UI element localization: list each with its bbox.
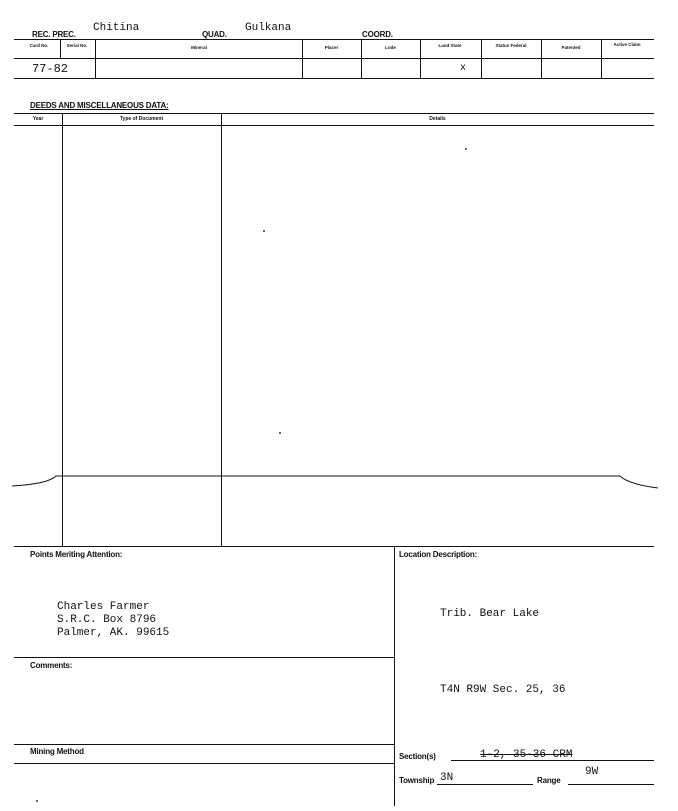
rec-prec-value: Chitina [93,22,140,34]
land-state-mark: x [460,63,467,74]
sections-value: 1-2, 35-36 CRM [480,749,573,761]
comments-rule [14,657,394,658]
col-header-lode: Lode [385,45,396,50]
col-header-status-federal: Status Federal [495,43,527,48]
col-header-year: Year [32,116,44,122]
range-label: Range [537,776,561,785]
rec-prec-label: REC. PREC. [32,30,76,39]
range-value: 9W [585,766,599,778]
range-underline [568,784,654,785]
header-rule [14,39,654,40]
column-header-rule [14,58,654,59]
col-header-serial-no: Serial No. [66,43,88,48]
col-header-active-claim: Active Claim [613,42,641,47]
points-line-1: Charles Farmer [57,601,150,613]
card-number-value: 77-82 [32,62,69,76]
speck [36,800,38,802]
speck [263,230,265,232]
points-line-2: S.R.C. Box 8796 [57,614,157,626]
township-value: 3N [440,772,454,784]
col-header-details: Details [429,116,446,122]
deeds-title: DEEDS AND MISCELLANEOUS DATA: [30,101,169,110]
col-header-land-state: Land State [438,43,462,48]
speck [279,432,281,434]
points-meriting-attention-label: Points Meriting Attention: [30,550,123,559]
col-divider [420,40,421,78]
points-line-3: Palmer, AK. 99615 [57,627,170,639]
col-header-card-no: Card No. [29,43,49,48]
location-line-1: Trib. Bear Lake [440,608,540,620]
col-divider [60,40,61,58]
township-label: Township [399,776,435,785]
col-header-placer: Placer [324,45,339,50]
col-header-type-of-document: Type of Document [119,116,164,122]
location-line-2: T4N R9W Sec. 25, 36 [440,684,566,696]
deeds-top-rule [14,113,654,114]
speck [465,148,467,150]
township-underline [437,784,533,785]
bottom-vertical-divider [394,546,395,806]
sections-label: Section(s) [399,752,436,761]
quad-label: QUAD. [202,30,227,39]
mining-method-label: Mining Method [30,747,84,756]
col-divider [601,40,602,78]
comments-label: Comments: [30,661,73,670]
quad-value: Gulkana [245,22,292,34]
row-bottom-rule [14,78,654,79]
mining-method-underline [14,763,394,764]
mining-method-rule [14,744,394,745]
col-header-mineral: Mineral [191,45,207,50]
col-divider [481,40,482,78]
location-description-label: Location Description: [399,550,478,559]
coord-label: COORD. [362,30,393,39]
deeds-header-rule [14,125,654,126]
col-header-patented: Patented [561,45,581,50]
page-join-line [10,468,660,498]
bottom-section-rule [14,546,654,547]
